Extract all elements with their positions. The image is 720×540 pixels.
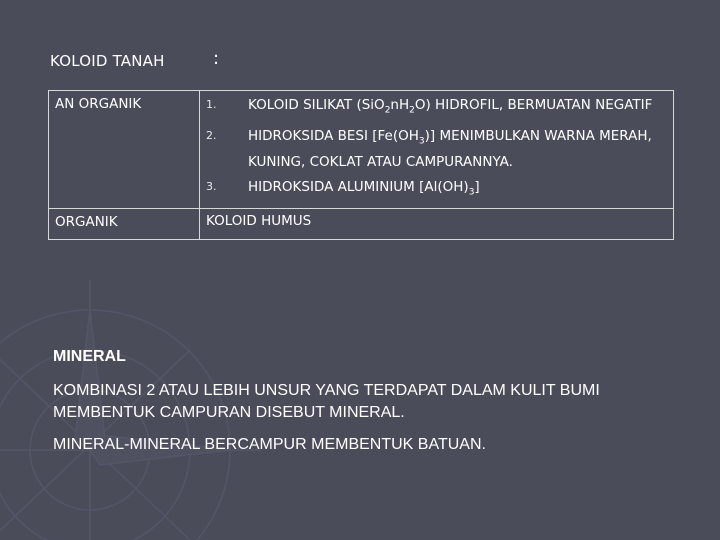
row-label-anorganik: AN ORGANIK bbox=[49, 91, 200, 209]
list-item bbox=[206, 177, 673, 204]
item-number: 3. bbox=[206, 180, 217, 194]
anorganik-items bbox=[200, 91, 674, 209]
page-title: KOLOID TANAH bbox=[50, 52, 165, 70]
item-text: KOLOID SILIKAT $(SiO_2nH_2O)$ HIDROFIL, BERMUATAN NEGATIF bbox=[248, 97, 653, 116]
organik-value: KOLOID HUMUS bbox=[200, 209, 674, 240]
koloid-table bbox=[48, 90, 674, 240]
mineral-paragraph-1: KOMBINASI 2 ATAU LEBIH UNSUR YANG TERDAPAT DALAM KULIT BUMI MEMBENTUK CAMPURAN DISEBUT MINERAL. bbox=[53, 382, 600, 421]
item-text: HIDROKSIDA ALUMINIUM $[Al(OH)_3]$ bbox=[248, 179, 480, 199]
item-text: HIDROKSIDA BESI $[Fe(OH_3)]$ MENIMBULKAN WARNA MERAH, KUNING, COKLAT ATAU CAMPURANNYA. bbox=[248, 127, 652, 171]
list-item bbox=[206, 95, 673, 122]
row-label-organik: ORGANIK bbox=[49, 209, 200, 240]
table-row bbox=[49, 209, 674, 240]
item-number: 2. bbox=[206, 128, 217, 142]
table-row bbox=[49, 91, 674, 209]
mineral-heading: MINERAL bbox=[53, 348, 126, 365]
title-colon: : bbox=[213, 48, 220, 69]
mineral-paragraph-2: MINERAL-MINERAL BERCAMPUR MEMBENTUK BATUAN. bbox=[53, 436, 486, 453]
item-number: 1. bbox=[206, 98, 217, 111]
list-item bbox=[206, 126, 673, 174]
